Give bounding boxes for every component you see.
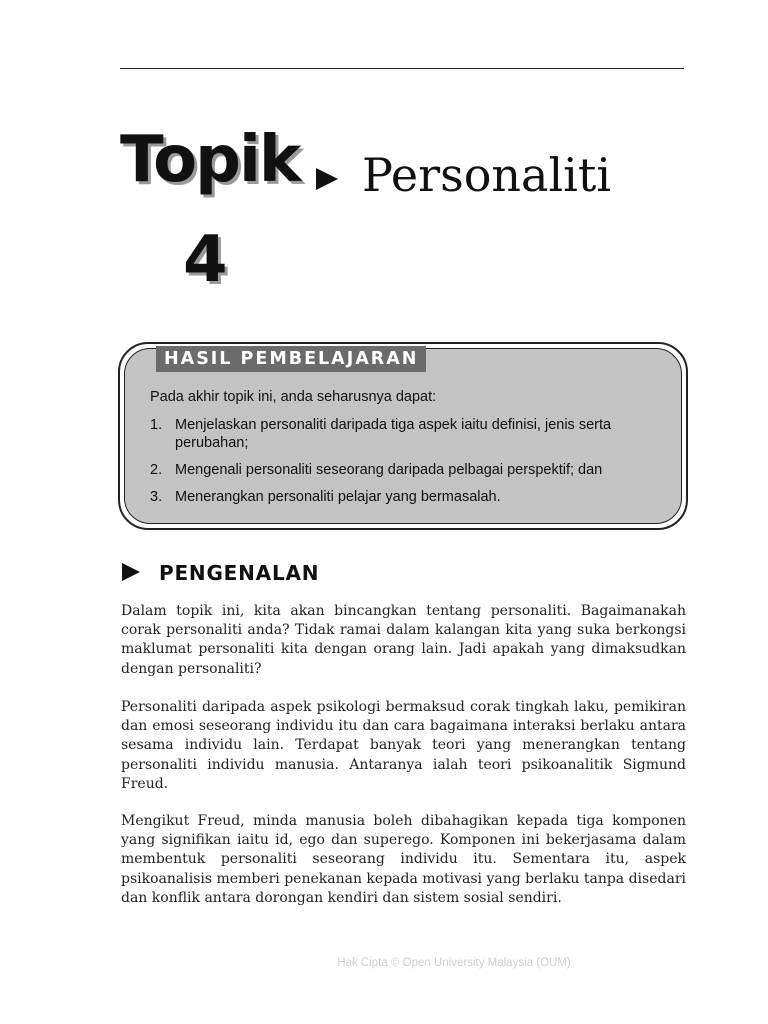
list-item <box>150 461 670 479</box>
section-arrow-icon <box>122 563 140 581</box>
top-rule <box>120 68 684 69</box>
learning-outcomes-list <box>150 416 670 515</box>
list-item-number: 2. <box>150 462 163 478</box>
intro-paragraph: Dalam topik ini, kita akan bincangkan tentang personaliti. Bagaimanakah corak personaliti anda? Tidak ramai dalam kalangan kita yang suka berkongsi maklumat personaliti kita dengan orang lain. Jadi apakah yang dimaksudkan dengan personaliti? <box>121 603 686 677</box>
list-item-number: 3. <box>150 489 163 505</box>
list-item-text: Mengenali personaliti seseorang daripada pelbagai perspektif; dan <box>175 462 603 478</box>
learning-outcomes-heading: HASIL PEMBELAJARAN <box>156 346 426 372</box>
freud-paragraph: Mengikut Freud, minda manusia boleh dibahagikan kepada tiga komponen yang signifikan iaitu id, ego dan superego. Komponen ini bekerjasama dalam membentuk personaliti seseorang individu itu. Sementara itu, aspek psikoanalisis memberi penekanan kepada motivasi yang berlaku tanpa disedari dan konflik antara dorongan kendiri dan sistem sosial sendiri. <box>121 813 686 906</box>
topic-number: 4 <box>183 223 228 297</box>
list-item <box>150 416 670 452</box>
page-title: Personaliti <box>362 148 612 202</box>
play-arrow-icon <box>316 168 338 190</box>
copyright-footer: Hak Cipta © Open University Malaysia (OUM) <box>337 957 571 969</box>
learning-outcomes-intro: Pada akhir topik ini, anda seharusnya dapat: <box>150 389 437 405</box>
section-heading: PENGENALAN <box>159 561 320 585</box>
topic-label: Topik <box>120 123 300 197</box>
list-item <box>150 488 670 506</box>
list-item-number: 1. <box>150 417 163 433</box>
list-item-text: Menjelaskan personaliti daripada tiga aspek iaitu definisi, jenis serta perubahan; <box>175 417 612 451</box>
list-item-text: Menerangkan personaliti pelajar yang bermasalah. <box>175 489 501 505</box>
definition-paragraph: Personaliti daripada aspek psikologi bermaksud corak tingkah laku, pemikiran dan emosi seseorang individu itu dan cara bagaimana interaksi berlaku antara sesama individu lain. Terdapat banyak teori yang menerangkan tentang personaliti individu manusia. Antaranya ialah teori psikoanalitik Sigmund Freud. <box>121 699 686 792</box>
